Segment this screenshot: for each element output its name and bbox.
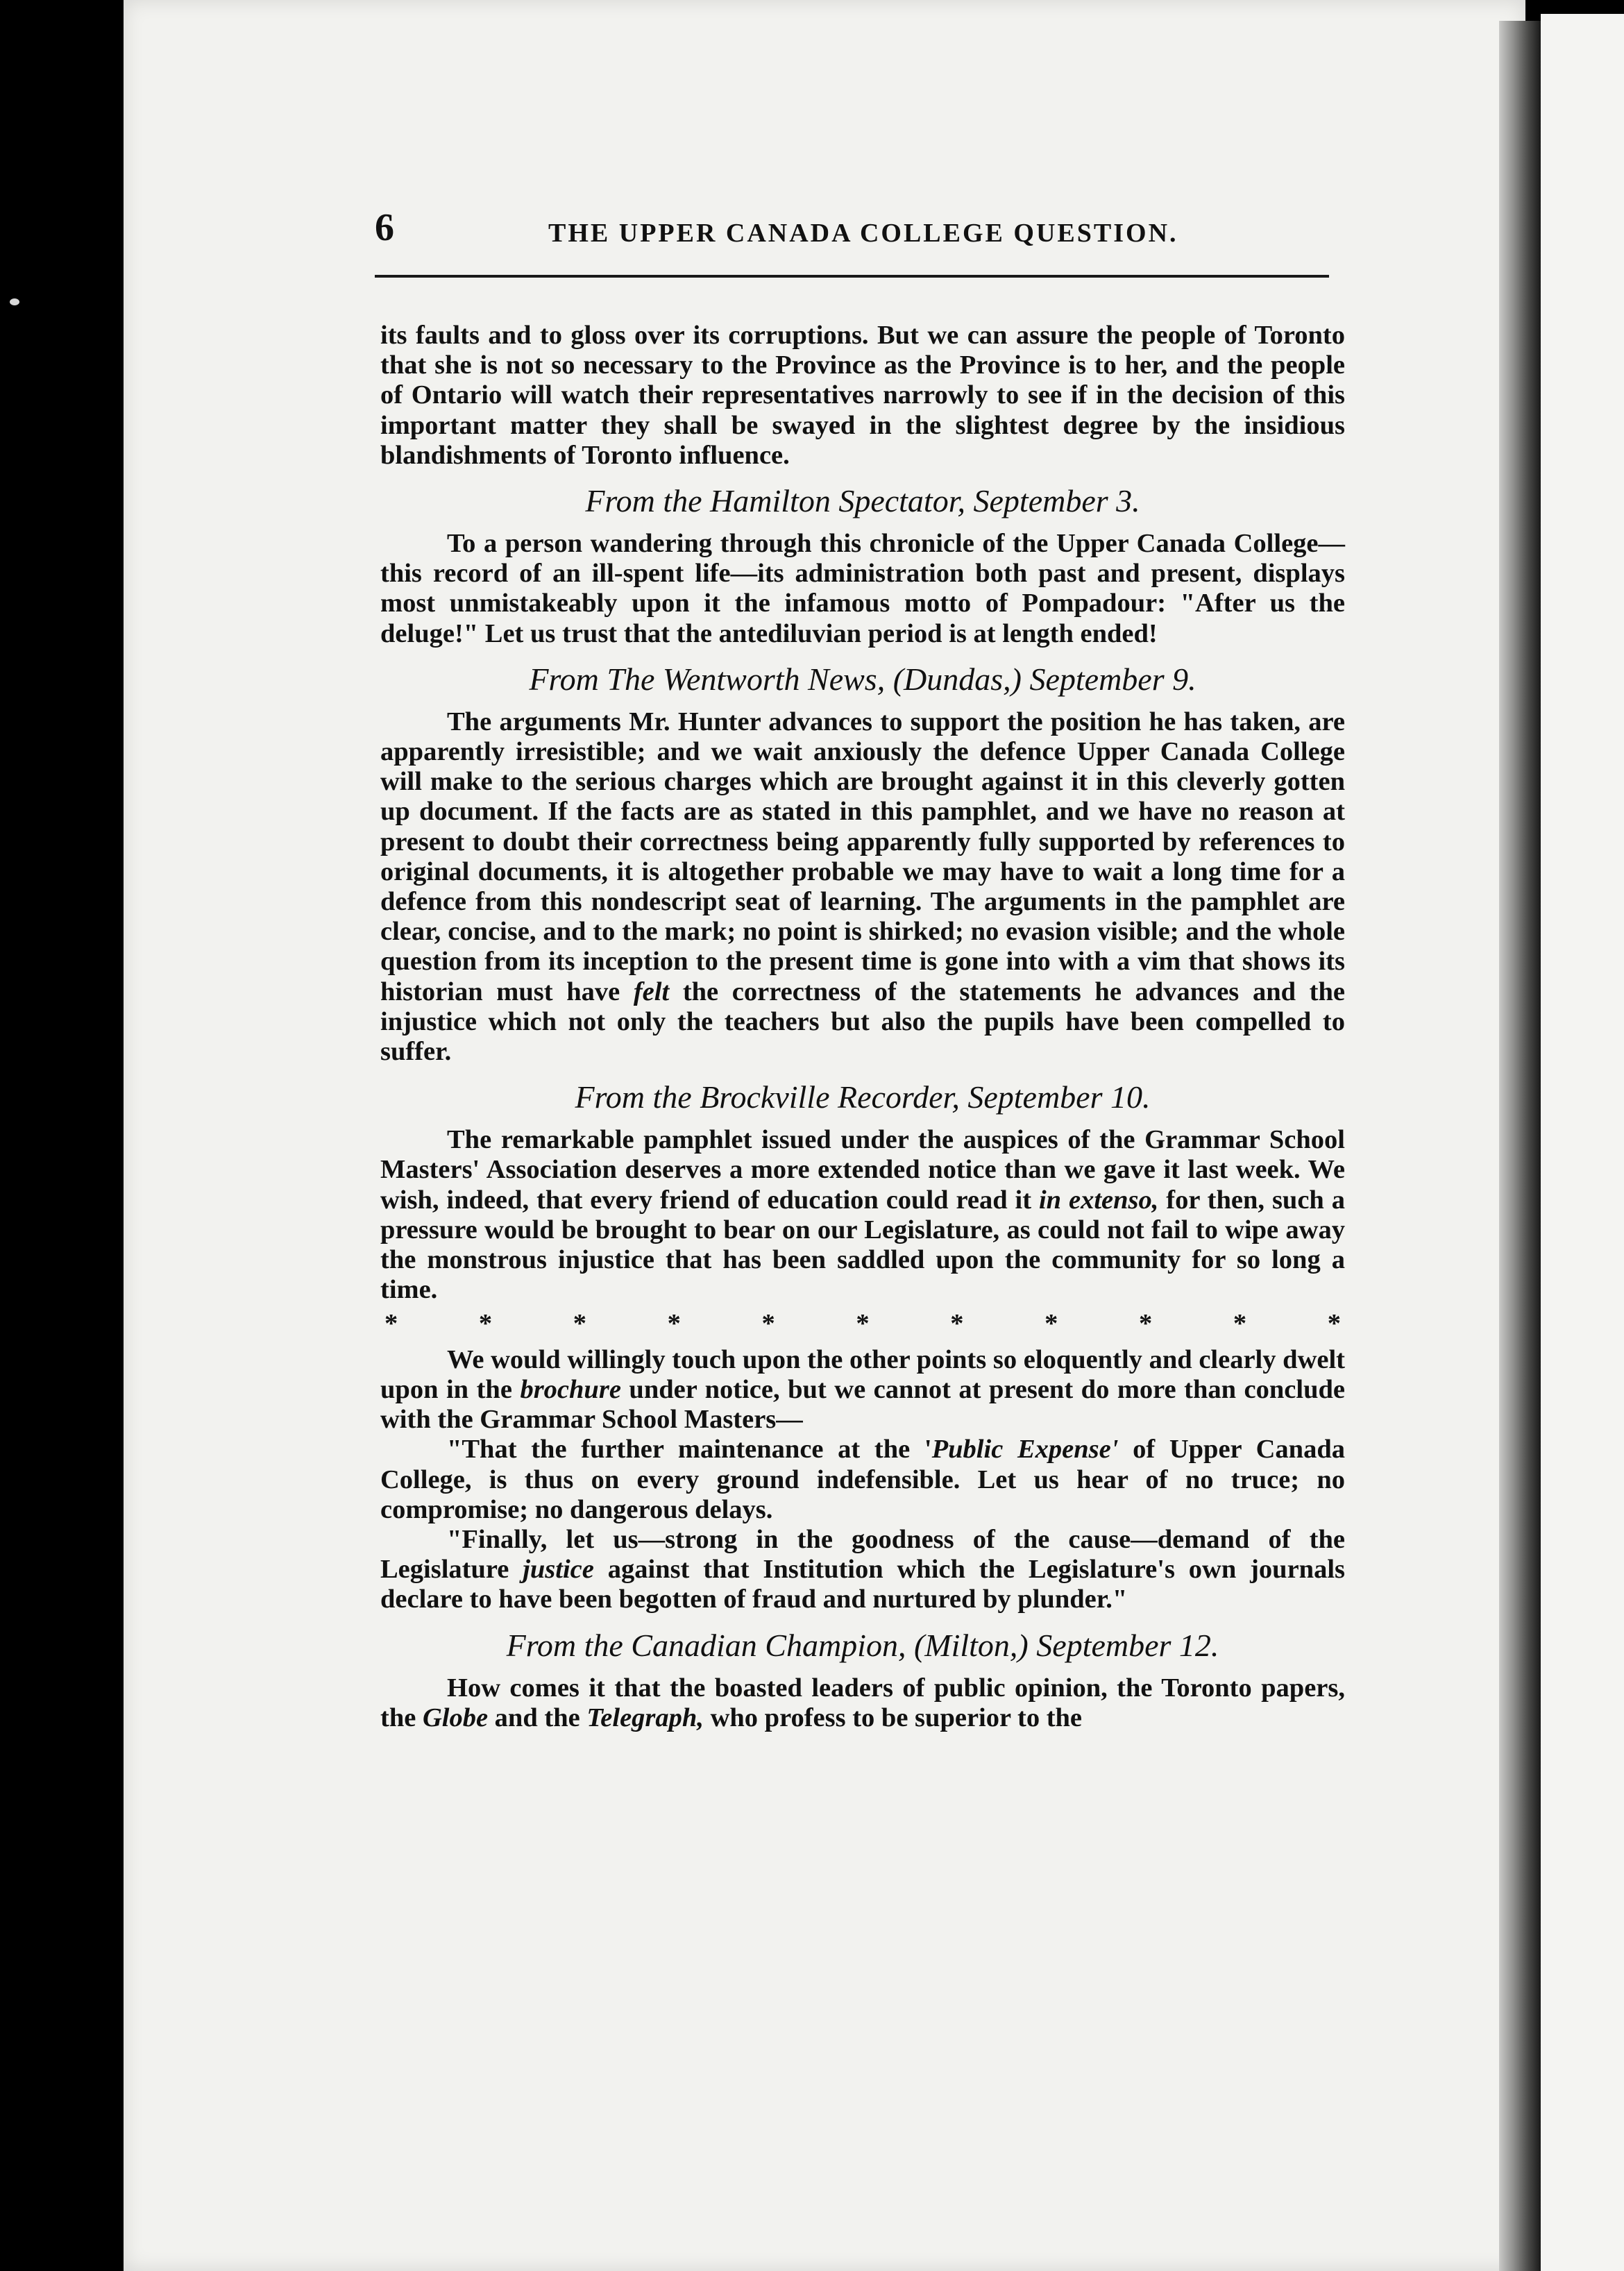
asterisk-mark: * <box>856 1309 870 1339</box>
section-heading-canadian-champion: From the Canadian Champion, (Milton,) September 12. <box>506 1627 1219 1663</box>
asterisk-row <box>380 1309 1345 1339</box>
text-run: The remarkable pamphlet issued under the auspices of the Grammar School Masters' Association deserves a more extended notice than we gave it last week. We wish, indeed, that every friend of education could read it <box>380 1125 1345 1215</box>
asterisk-mark: * <box>478 1309 493 1339</box>
asterisk-mark: * <box>573 1309 586 1339</box>
text-run: of Upper Canada College, is thus on every ground indefensible. Let us hear of no truce; no compromise; no dangerous delays. <box>380 1435 1346 1524</box>
page-header <box>375 205 1333 261</box>
paragraph-continuation: its faults and to gloss over its corruptions. But we can assure the people of Toronto that she is not so necessary to the Province as the Province is to her, and the people of Ontario will watch their representatives narrowly to see if in the decision of this important matter they shall be swayed in the slightest degree by the insidious blandishments of Toronto influence. <box>380 321 1345 470</box>
text-run: the correctness of the statements he advances and the injustice which not only the teachers but also the pupils have been compelled to suffer. <box>380 977 1345 1067</box>
asterisk-mark: * <box>1327 1309 1341 1339</box>
section-heading-brockville-recorder: From the Brockville Recorder, September 10. <box>575 1079 1151 1115</box>
italic-run: felt <box>633 977 670 1006</box>
adjacent-page-edge <box>1541 14 1624 2271</box>
italic-run: brochure <box>520 1374 621 1404</box>
page-gutter-shadow <box>1499 21 1541 2271</box>
text-run: The arguments Mr. Hunter advances to support the position he has taken, are apparently irresistible; and we wait anxiously the defence Upper Canada College will make to the serious charges which are brought against it in this cleverly gotten up document. If the facts are as stated in this pamphlet, and we have no reason at present to doubt their correctness being apparently fully supported by references to original documents, it is altogether probable we may have to wait a long time for a defence from this nondescript seat of learning. The arguments in the pamphlet are clear, concise, and to the mark; no point is shirked; no evasion visible; and the whole question from its inception to the present time is gone into with a vim that shows its historian must have <box>380 707 1345 1006</box>
text-run: "That the further maintenance at the ' <box>447 1435 932 1464</box>
italic-run: Globe <box>422 1703 489 1732</box>
paragraph-brockville-recorder-1 <box>380 1125 1345 1305</box>
section-heading-hamilton-spectator: From the Hamilton Spectator, September 3. <box>585 483 1140 519</box>
italic-run: in extenso, <box>1038 1185 1159 1215</box>
asterisk-mark: * <box>667 1309 681 1339</box>
asterisk-mark: * <box>950 1309 964 1339</box>
article-body <box>380 321 1345 1733</box>
text-run: "Finally, let us—strong in the goodness of the cause—demand of the Legislature <box>380 1524 1345 1585</box>
quote-public-expense <box>380 1435 1345 1525</box>
paragraph-brockville-recorder-2 <box>380 1345 1345 1435</box>
paragraph-wentworth-news <box>380 707 1345 1067</box>
text-run: under notice, but we cannot at present do more than conclude with the Grammar School Masters— <box>380 1374 1345 1435</box>
text-run: for then, such a pressure would be brought to bear on our Legislature, as could not fail to wipe away the monstrous injustice that has been saddled upon the community for so long a time. <box>380 1185 1345 1305</box>
text-run: We would willingly touch upon the other points so eloquently and clearly dwelt upon in the <box>380 1344 1345 1404</box>
running-title: THE UPPER CANADA COLLEGE QUESTION. <box>548 219 1178 248</box>
section-heading-wentworth-news: From The Wentworth News, (Dundas,) September 9. <box>529 661 1196 697</box>
page-number: 6 <box>375 206 394 249</box>
header-rule <box>375 275 1329 278</box>
italic-run: Telegraph, <box>586 1703 704 1732</box>
text-run: against that Institution which the Legislature's own journals declare to have been begotten of fraud and nurtured by plunder." <box>380 1555 1346 1614</box>
asterisk-mark: * <box>384 1309 398 1339</box>
text-run: who profess to be superior to the <box>703 1703 1083 1732</box>
asterisk-mark: * <box>1139 1309 1153 1339</box>
text-run: How comes it that the boasted leaders of public opinion, the Toronto papers, the <box>380 1673 1345 1732</box>
italic-run: justice <box>523 1555 594 1585</box>
asterisk-mark: * <box>761 1309 775 1339</box>
paragraph-hamilton-spectator: To a person wandering through this chronicle of the Upper Canada College—this record of an ill-spent life—its administration both past and present, displays most unmistakeably upon it the infamous motto of Pompadour: "After us the deluge!" Let us trust that the antediluvian period is at length ended! <box>380 529 1345 648</box>
paragraph-canadian-champion <box>380 1673 1345 1733</box>
quote-finally <box>380 1525 1345 1615</box>
italic-run: Public Expense' <box>931 1435 1119 1464</box>
asterisk-mark: * <box>1044 1309 1058 1339</box>
scan-speck <box>10 298 19 305</box>
asterisk-mark: * <box>1233 1309 1247 1339</box>
text-run: and the <box>488 1703 587 1732</box>
